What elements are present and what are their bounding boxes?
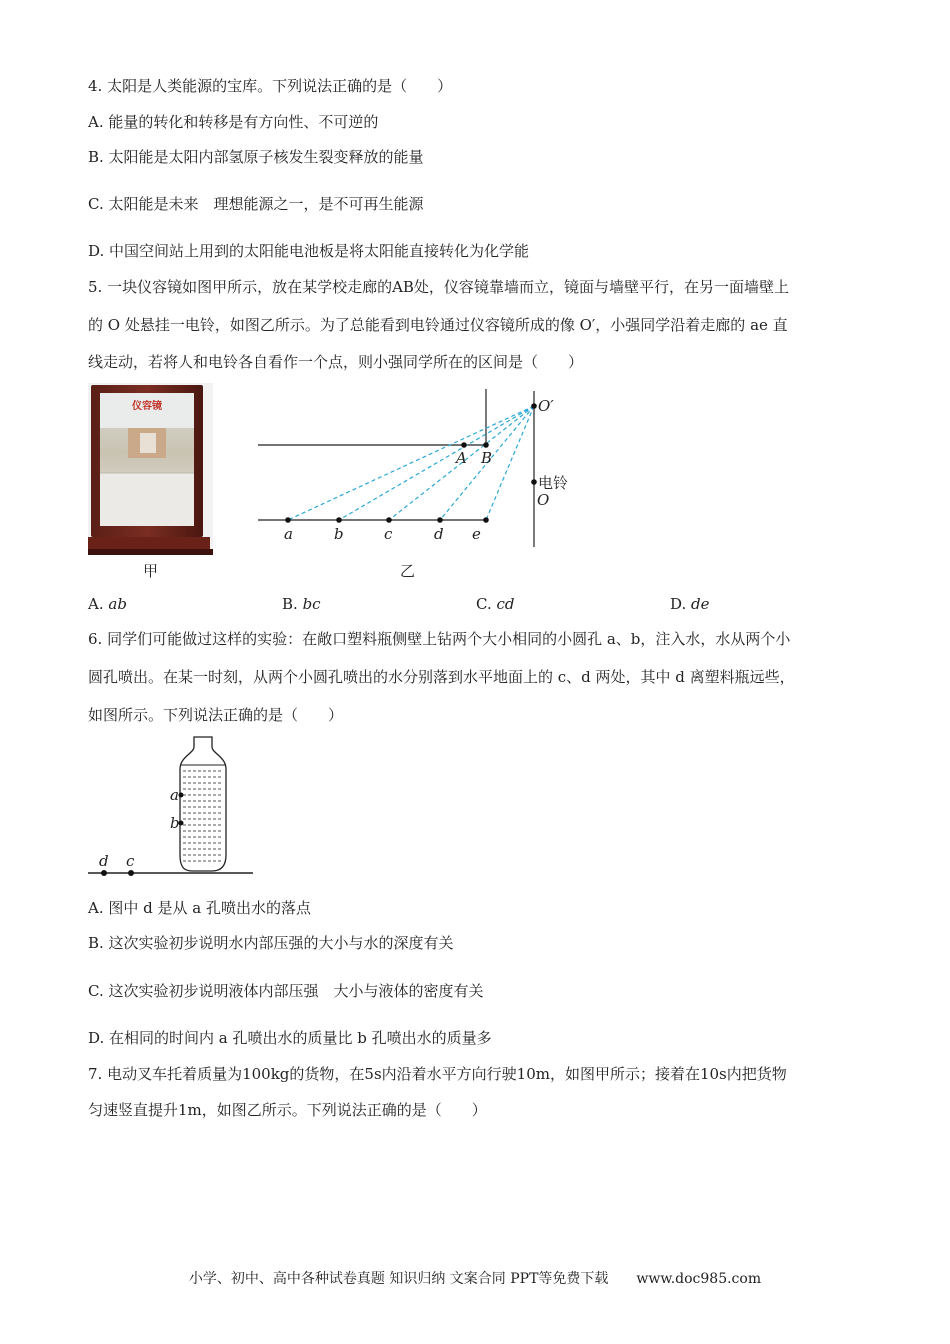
label-a-mirror: A [456, 449, 467, 467]
q5-option-b: B. bc [282, 595, 321, 613]
caption-yi: 乙 [400, 562, 416, 580]
q5-option-a: A. ab [88, 595, 127, 613]
label-point-e: e [472, 525, 481, 543]
q6-option-d: D. 在相同的时间内 a 孔喷出水的质量比 b 孔喷出水的质量多 [88, 1029, 492, 1047]
q6-option-a: A. 图中 d 是从 a 孔喷出水的落点 [88, 899, 311, 917]
label-point-b: b [334, 525, 344, 543]
label-o-prime: O′ [538, 397, 554, 415]
q7-stem-line1: 7. 电动叉车托着质量为100kg的货物，在5s内沿着水平方向行驶10m，如图甲所示；接着在10s内把货物 [88, 1065, 787, 1083]
label-hole-a: a [170, 786, 179, 804]
ray-diagram [250, 383, 590, 555]
q4-stem: 4. 太阳是人类能源的宝库。下列说法正确的是（ ） [88, 77, 453, 95]
q5-option-d: D. de [670, 595, 710, 613]
label-hole-b: b [170, 814, 180, 832]
q6-option-c: C. 这次实验初步说明液体内部压强 大小与液体的密度有关 [88, 982, 484, 1000]
q4-option-b: B. 太阳能是太阳内部氢原子核发生裂变释放的能量 [88, 148, 424, 166]
mirror-sign: 仪容镜 [132, 401, 162, 412]
label-point-c-ground: c [126, 852, 135, 870]
footer-banner: 小学、初中、高中各种试卷真题 知识归纳 文案合同 PPT等免费下载 www.doc985.com [188, 1271, 762, 1287]
q7-stem-line2: 匀速竖直提升1m，如图乙所示。下列说法正确的是（ ） [88, 1101, 487, 1119]
q4-option-c: C. 太阳能是未来 理想能源之一，是不可再生能源 [88, 195, 424, 213]
q6-stem-line3: 如图所示。下列说法正确的是（ ） [88, 706, 344, 724]
q5-stem-line3: 线走动，若将人和电铃各自看作一个点，则小强同学所在的区间是（ ） [88, 353, 584, 371]
caption-jia: 甲 [143, 562, 159, 580]
label-b-mirror: B [481, 449, 493, 467]
q6-stem-line1: 6. 同学们可能做过这样的实验：在敞口塑料瓶侧壁上钻两个大小相同的小圆孔 a、b，注入水，水从两个小 [88, 630, 791, 648]
q6-stem-line2: 圆孔喷出。在某一时刻，从两个小圆孔喷出的水分别落到水平地面上的 c、d 两处，其中 d 离塑料瓶远些， [88, 668, 795, 686]
q4-option-d: D. 中国空间站上用到的太阳能电池板是将太阳能直接转化为化学能 [88, 242, 530, 260]
mirror-figure [88, 383, 213, 555]
label-point-d-ground: d [99, 852, 109, 870]
q4-option-a: A. 能量的转化和转移是有方向性、不可逆的 [88, 113, 379, 131]
bottle-figure [88, 733, 258, 883]
q5-stem-line2: 的 O 处悬挂一电铃，如图乙所示。为了总能看到电铃通过仪容镜所成的像 O′，小强同学沿着走廊的 ae 直 [88, 316, 788, 334]
q5-option-c: C. cd [476, 595, 515, 613]
q6-option-b: B. 这次实验初步说明水内部压强的大小与水的深度有关 [88, 934, 454, 952]
label-point-a: a [284, 525, 293, 543]
label-o: O [537, 491, 550, 509]
label-point-c: c [384, 525, 393, 543]
label-bell: 电铃 [538, 474, 569, 492]
label-point-d: d [434, 525, 444, 543]
q5-stem-line1: 5. 一块仪容镜如图甲所示，放在某学校走廊的AB处，仪容镜靠墙而立，镜面与墙壁平行，在另一面墙壁上 [88, 278, 789, 296]
